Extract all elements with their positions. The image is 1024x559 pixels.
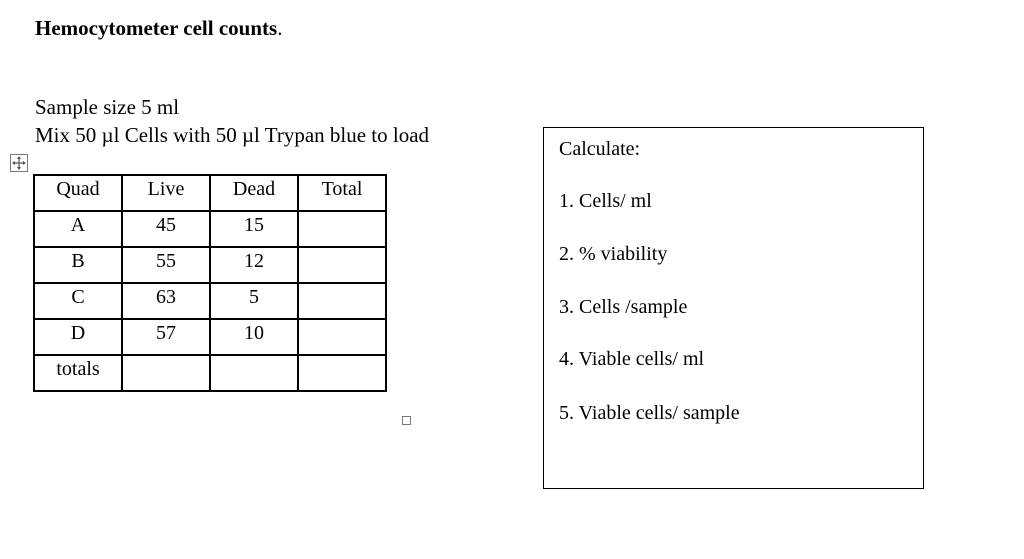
table-row xyxy=(34,319,386,355)
cell-dead[interactable]: 12 xyxy=(210,247,298,283)
calculate-heading: Calculate: xyxy=(559,138,641,160)
table-row xyxy=(34,247,386,283)
cell-live[interactable]: 57 xyxy=(122,319,210,355)
header-total[interactable]: Total xyxy=(298,175,386,211)
calc-item-viable-cells-per-ml: 4. Viable cells/ ml xyxy=(559,348,705,370)
cell-totals-label[interactable]: totals xyxy=(34,355,122,391)
cell-quad[interactable]: A xyxy=(34,211,122,247)
mix-instruction-line: Mix 50 µl Cells with 50 µl Trypan blue to load xyxy=(35,123,430,147)
table-row xyxy=(34,211,386,247)
cell-total[interactable] xyxy=(298,283,386,319)
table-move-handle-icon[interactable] xyxy=(10,154,28,172)
calc-item-percent-viability: 2. % viability xyxy=(559,243,668,265)
cell-quad[interactable]: B xyxy=(34,247,122,283)
table-row xyxy=(34,283,386,319)
table-totals-row xyxy=(34,355,386,391)
header-dead[interactable]: Dead xyxy=(210,175,298,211)
title-period: . xyxy=(277,16,283,40)
cell-live[interactable]: 45 xyxy=(122,211,210,247)
calc-item-viable-cells-per-sample: 5. Viable cells/ sample xyxy=(559,402,740,424)
calc-item-cells-per-sample: 3. Cells /sample xyxy=(559,296,688,318)
cell-live-total[interactable] xyxy=(122,355,210,391)
cell-live[interactable]: 55 xyxy=(122,247,210,283)
cell-quad[interactable]: D xyxy=(34,319,122,355)
cell-dead[interactable]: 10 xyxy=(210,319,298,355)
cell-dead-total[interactable] xyxy=(210,355,298,391)
cell-total[interactable] xyxy=(298,319,386,355)
cell-quad[interactable]: C xyxy=(34,283,122,319)
cell-grand-total[interactable] xyxy=(298,355,386,391)
table-resize-handle-icon[interactable] xyxy=(402,416,411,425)
cell-dead[interactable]: 5 xyxy=(210,283,298,319)
cell-total[interactable] xyxy=(298,247,386,283)
document-title xyxy=(35,16,282,41)
calc-item-cells-per-ml: 1. Cells/ ml xyxy=(559,190,652,212)
table-header-row xyxy=(34,175,386,211)
header-live[interactable]: Live xyxy=(122,175,210,211)
calculate-box xyxy=(543,127,924,489)
cell-live[interactable]: 63 xyxy=(122,283,210,319)
sample-size-line: Sample size 5 ml xyxy=(35,95,180,119)
header-quad[interactable]: Quad xyxy=(34,175,122,211)
four-arrow-move-icon xyxy=(11,155,27,171)
cell-count-table xyxy=(33,174,387,392)
cell-total[interactable] xyxy=(298,211,386,247)
cell-dead[interactable]: 15 xyxy=(210,211,298,247)
title-text: Hemocytometer cell counts xyxy=(35,16,278,40)
